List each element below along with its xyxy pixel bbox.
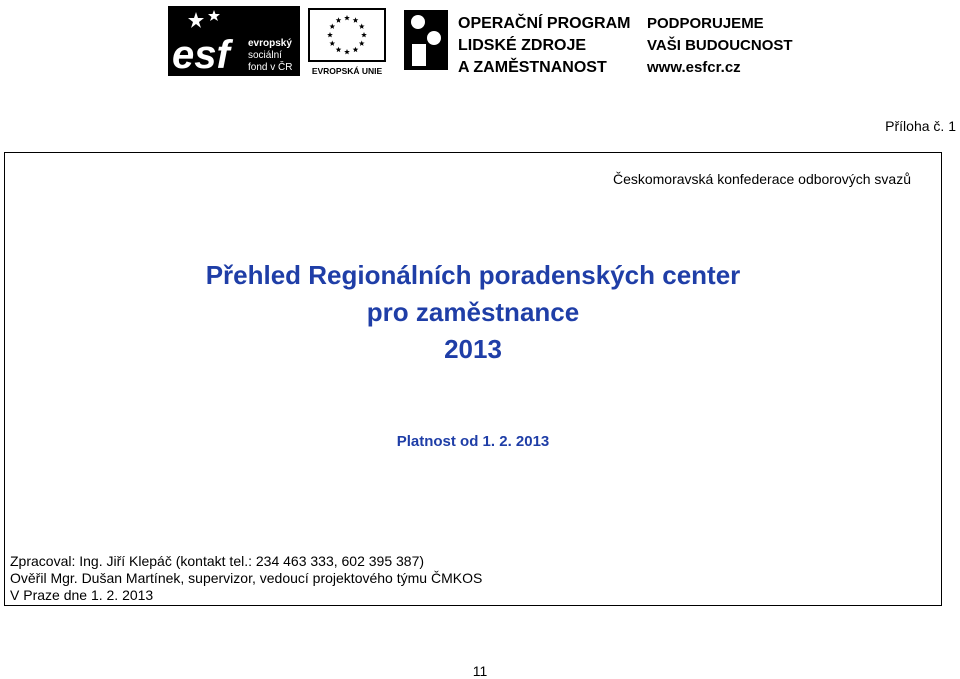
validity-date: Platnost od 1. 2. 2013: [396, 433, 550, 450]
credits-prepared-by: Zpracoval: Ing. Jiří Klepáč (kontakt tel.: 234 463 333, 602 395 387): [10, 553, 425, 569]
credits-place-date: V Praze dne 1. 2. 2013: [10, 587, 154, 603]
organization-name: Českomoravská konfederace odborových svazů: [612, 171, 911, 187]
eu-flag-logo: [308, 8, 386, 76]
document-title: [5, 257, 941, 368]
credits-block: [10, 553, 482, 604]
op-line-3: A ZAMĚSTNANOST: [458, 59, 607, 76]
credits-verified-by: Ověřil Mgr. Dušan Martínek, supervizor, vedoucí projektového týmu ČMKOS: [10, 570, 483, 586]
attachment-label: Příloha č. 1: [885, 118, 956, 134]
slogan-line-1: PODPORUJEME: [647, 15, 764, 32]
esf-line-1: evropský: [248, 38, 292, 49]
slogan-url: www.esfcr.cz: [647, 59, 741, 76]
title-line-2: pro zaměstnance: [366, 297, 580, 327]
title-line-1: Přehled Regionálních poradenských center: [205, 260, 741, 290]
esf-mark: esf: [172, 33, 230, 76]
esf-line-3: fond v ČR: [248, 62, 293, 73]
op-lzz-logo: [404, 8, 800, 76]
title-page-frame: [4, 152, 942, 606]
slogan-line-2: VAŠI BUDOUCNOST: [647, 37, 793, 54]
eu-label: EVROPSKÁ UNIE: [311, 66, 383, 76]
esf-line-2: sociální: [248, 50, 282, 61]
op-line-1: OPERAČNÍ PROGRAM: [458, 15, 631, 32]
op-line-2: LIDSKÉ ZDROJE: [458, 37, 587, 54]
page-number: 11: [472, 663, 488, 679]
title-year: 2013: [444, 334, 502, 364]
puzzle-people-icon: [404, 10, 448, 70]
esf-logo: [168, 6, 300, 76]
